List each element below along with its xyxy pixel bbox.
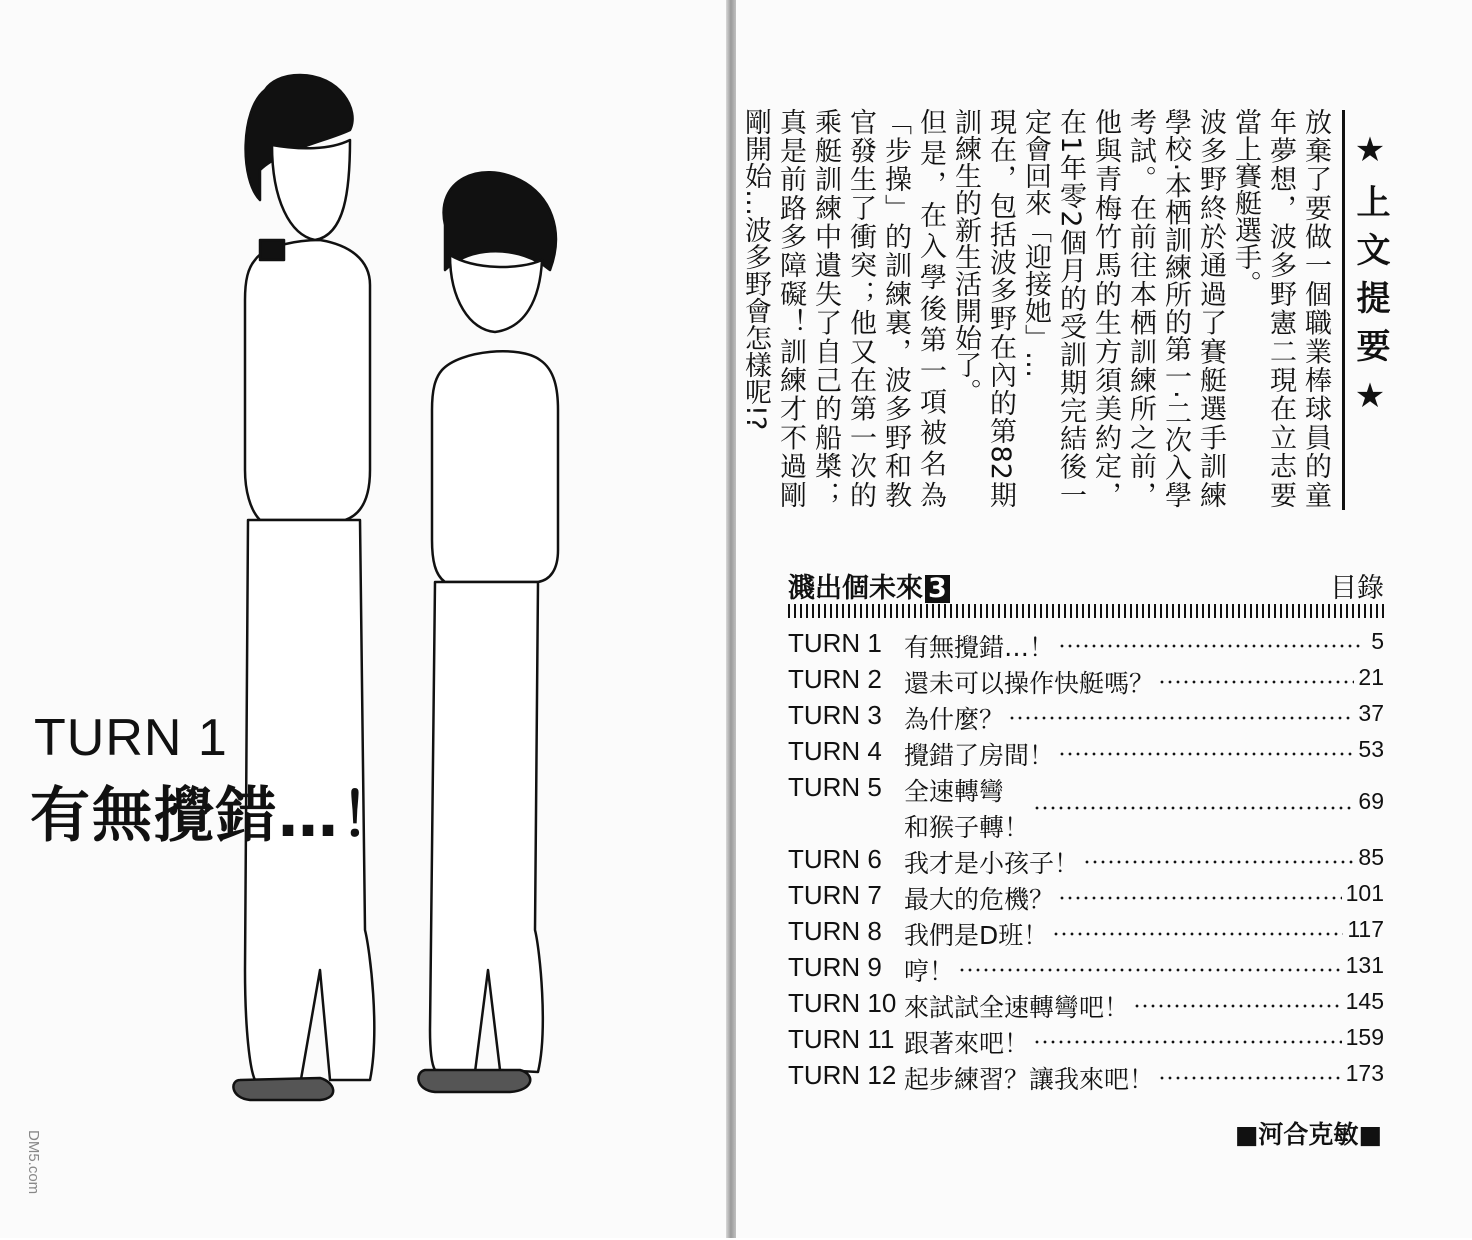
toc-turn-number: TURN 2 [788,664,882,694]
summary-body [740,108,1333,508]
table-of-contents [788,566,1384,1094]
toc-chapter-title [904,952,954,988]
toc-entry [788,736,1384,770]
toc-entry [788,664,1384,698]
illustration-two-students [220,70,580,1110]
toc-title-line: 跟著來吧！ [904,1029,1030,1058]
toc-title-line: 還未可以操作快艇嗎？ [904,669,1155,698]
contents-label: 目錄 [1330,573,1384,604]
toc-divider [788,604,1384,618]
toc-chapter-title [904,880,1054,916]
toc-title-line: 來試試全速轉彎吧！ [904,993,1130,1022]
toc-chapter-title [904,844,1079,880]
toc-chapter-title [904,988,1129,1024]
story-summary [740,108,1397,510]
toc-page-number: 159 [1345,1024,1384,1050]
toc-chapter-title [904,1024,1029,1060]
toc-title-line: 有無攪錯…！ [904,633,1055,662]
toc-title-line: 起步練習？讓我來吧！ [904,1065,1155,1094]
toc-turn-number: TURN 4 [788,736,882,766]
toc-turn-number: TURN 8 [788,916,882,946]
toc-page-number: 173 [1345,1060,1384,1086]
toc-entry [788,844,1384,878]
toc-leader-dots [1158,664,1354,686]
toc-leader-dots [1058,736,1354,758]
series-title [788,566,950,605]
chapter-number: TURN 1 [34,709,228,767]
toc-entry [788,1024,1384,1058]
toc-title-line: 攪錯了房間！ [904,741,1055,770]
toc-entry [788,700,1384,734]
toc-page-number: 145 [1345,988,1384,1014]
toc-turn-number: TURN 10 [788,988,897,1018]
toc-page-number: 69 [1358,788,1384,814]
toc-leader-dots [1033,790,1354,812]
toc-title-line: 我們是D班！ [904,921,1049,950]
toc-page-number: 21 [1358,664,1384,690]
toc-title-line: 和猴子轉！ [904,813,1030,842]
summary-paragraph: 波多野終於通過了賽艇選手訓練學校‧本栖訓練所的第一‧二次入學考試。在前往本栖訓練所之前，他與青梅竹馬的生方須美約定，在1年零2個月的受訓期完結後一定會回來「迎接她」… [1020,108,1226,508]
toc-page-number: 5 [1371,628,1384,654]
toc-title-line: 最大的危機？ [904,885,1055,914]
toc-leader-dots [1083,844,1354,866]
summary-paragraph: 現在，包括波多野在內的第82期訓練生的新生活開始了。 [950,108,1016,508]
toc-page-number: 53 [1358,736,1384,762]
summary-header-column [1342,110,1397,510]
toc-chapter-title [904,664,1154,700]
left-page [0,0,728,1238]
toc-leader-dots [1052,916,1343,938]
toc-chapter-title [904,1060,1154,1096]
toc-entry [788,952,1384,986]
author-credit: ■河合克敏■ [1234,1120,1382,1149]
toc-page-number: 117 [1347,916,1384,942]
toc-turn-number: TURN 9 [788,952,882,982]
summary-paragraph: 但是，在入學後第一項被名為「步操」的訓練裏，波多野和教官發生了衝突；他又在第一次的乘艇訓練中遺失了自己的船槳；真是前路多障礙！訓練才不過剛剛開始…波多野會怎樣呢!? [740,108,946,508]
chapter-title: 有無攪錯…！ [30,781,402,851]
toc-chapter-title [904,916,1048,952]
toc-page-number: 131 [1345,952,1384,978]
toc-page-number: 37 [1358,700,1384,726]
toc-leader-dots [958,952,1342,974]
toc-entry [788,772,1384,842]
toc-turn-number: TURN 5 [788,772,882,802]
summary-heading: ★上文提要★ [1350,130,1390,430]
toc-entry [788,916,1384,950]
toc-leader-dots [1158,1060,1342,1082]
toc-turn-number: TURN 1 [788,628,882,658]
toc-chapter-title [904,700,1004,736]
toc-turn-number: TURN 12 [788,1060,897,1090]
toc-leader-dots [1058,880,1342,902]
site-watermark: DM5.com [25,1130,42,1195]
toc-leader-dots [1058,628,1362,650]
toc-turn-number: TURN 3 [788,700,882,730]
volume-number: 3 [925,575,950,603]
toc-page-number: 101 [1345,880,1384,906]
toc-title-line: 我才是小孩子！ [904,849,1080,878]
toc-chapter-title [904,772,1029,844]
toc-header [788,566,1384,604]
toc-chapter-title [904,736,1054,772]
toc-turn-number: TURN 7 [788,880,882,910]
toc-leader-dots [1033,1024,1342,1046]
toc-entry [788,628,1384,662]
toc-title-line: 為什麼？ [904,705,1005,734]
summary-paragraph: 放棄了要做一個職業棒球員的童年夢想，波多野憲二現在立志要當上賽艇選手。 [1230,108,1331,508]
toc-leader-dots [1008,700,1354,722]
toc-entry [788,988,1384,1022]
toc-title-line: 哼！ [904,957,955,986]
series-name: 濺出個未來 [788,573,923,604]
toc-turn-number: TURN 6 [788,844,882,874]
toc-turn-number: TURN 11 [788,1024,895,1054]
toc-title-line: 全速轉彎 [904,777,1005,806]
toc-chapter-title [904,628,1054,664]
toc-entry [788,1060,1384,1094]
toc-entry [788,880,1384,914]
toc-page-number: 85 [1358,844,1384,870]
toc-leader-dots [1133,988,1342,1010]
